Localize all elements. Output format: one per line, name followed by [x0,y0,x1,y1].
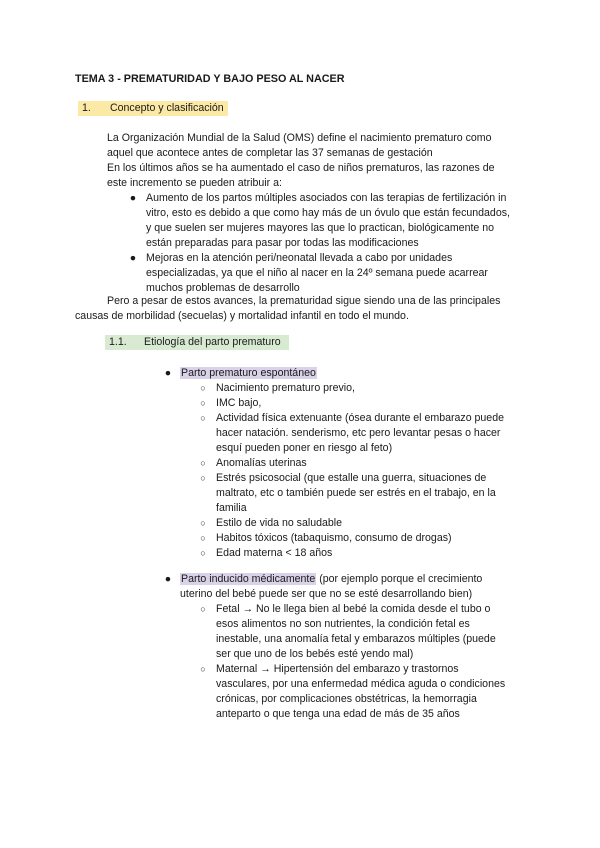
text-line: causas de morbilidad (secuelas) y mortalidad infantil en todo el mundo. [75,310,409,322]
text-line: esos alimentos no son nutrientes, la condición fetal es [216,618,470,630]
text-line: anteparto o que tenga una edad de más de 35 años [216,708,460,720]
text-line: maltrato, etc o también puede ser estrés en el trabajo, en la [216,487,496,499]
list-item [198,602,538,662]
text-line: ser que uno de los bebés esté yendo mal) [216,648,414,660]
list-item [198,531,538,546]
section-heading-1-1 [105,335,289,350]
text-line: Estrés psicosocial (que estalle una guerra, situaciones de [216,472,487,484]
text-line: aquel que acontece antes de completar las 37 semanas de gestación [107,147,433,159]
text-line: IMC bajo, [216,397,262,409]
text-line: Maternal → Hipertensión del embarazo y trastornos [216,663,459,675]
text-line: este incremento se pueden atribuir a: [107,177,282,189]
list-item [198,546,538,561]
section-label: Etiología del parto prematuro [144,336,281,348]
text-line: Actividad física extenuante (ósea durante el embarazo puede [216,412,504,424]
list-item [198,396,538,411]
bullet-icon: ● [129,252,137,264]
text-line: están preparadas para pasar por todas las modificaciones [146,237,419,249]
circle-bullet-icon: ○ [200,398,206,408]
bullet-icon: ● [164,573,172,585]
bullet-icon: ● [129,192,137,204]
section-heading-1 [78,101,228,116]
text-line: y que suelen ser mujeres mayores las que lo practican, biológicamente no [146,222,495,234]
circle-bullet-icon: ○ [200,533,206,543]
text-line: crónicas, por complicaciones obstétricas, la hemorragia [216,693,477,705]
circle-bullet-icon: ○ [200,604,206,614]
circle-bullet-icon: ○ [200,413,206,423]
circle-bullet-icon: ○ [200,473,206,483]
text-line: La Organización Mundial de la Salud (OMS) define el nacimiento prematuro como [107,132,492,144]
text-line: Habitos tóxicos (tabaquismo, consumo de drogas) [216,532,452,544]
circle-bullet-icon: ○ [200,458,206,468]
intro-paragraph-1 [107,131,527,161]
text-line: Estilo de vida no saludable [216,517,343,529]
spontaneous-list [198,381,538,561]
list-item [198,456,538,471]
section-label: Concepto y clasificación [110,102,224,114]
intro-paragraph-2 [107,161,527,191]
list-item [198,662,538,722]
text-line: Pero a pesar de estos avances, la prematuridad sigue siendo una de las principales [107,295,501,307]
text-line: Nacimiento prematuro previo, [216,382,355,394]
highlighted-label: Parto inducido médicamente [181,573,316,585]
text-line: muchos problemas de desarrollo [146,282,300,294]
text-line: Mejoras en la atención peri/neonatal llevada a cabo por unidades [146,252,453,264]
induced-heading [180,572,540,602]
text-line: vitro, esto es debido a que como hay más de un óvulo que están fecundados, [146,207,510,219]
circle-bullet-icon: ○ [200,518,206,528]
text-line: vasculares, por una enfermedad médica aguda o condiciones [216,678,506,690]
text-line: (por ejemplo porque el crecimiento [316,573,483,585]
circle-bullet-icon: ○ [200,548,206,558]
text-line: familia [216,502,247,514]
text-line: inestable, una anomalía fetal y embarazos múltiples (puede [216,633,496,645]
circle-bullet-icon: ○ [200,664,206,674]
section-number: 1. [82,102,91,114]
closing-paragraph [75,294,535,324]
text-line: En los últimos años se ha aumentado el caso de niños prematuros, las razones de [107,162,495,174]
list-item [198,516,538,531]
bullet-item-1 [146,191,536,251]
circle-bullet-icon: ○ [200,383,206,393]
text-line: hacer natación. senderismo, etc pero levantar pesas o hacer [216,427,501,439]
text-line: Aumento de los partos múltiples asociados con las terapias de fertilización in [146,192,507,204]
induced-list [198,602,538,722]
section-number: 1.1. [109,336,127,348]
text-line: esquí pueden poner en riesgo al feto) [216,442,393,454]
text-line: uterino del bebé puede ser que no se esté desarrollando bien) [180,588,473,600]
list-item [198,411,538,456]
spontaneous-heading [180,366,317,381]
text-line: especializadas, ya que el niño al nacer en la 24º semana puede acarrear [146,267,488,279]
list-item [198,381,538,396]
highlighted-label: Parto prematuro espontáneo [181,367,316,379]
text-line: Anomalías uterinas [216,457,307,469]
document-title: TEMA 3 - PREMATURIDAD Y BAJO PESO AL NACER [75,73,345,85]
list-item [198,471,538,516]
text-line: Edad materna < 18 años [216,547,333,559]
text-line: Fetal → No le llega bien al bebé la comida desde el tubo o [216,603,491,615]
bullet-icon: ● [164,367,172,379]
bullet-item-2 [146,251,536,296]
